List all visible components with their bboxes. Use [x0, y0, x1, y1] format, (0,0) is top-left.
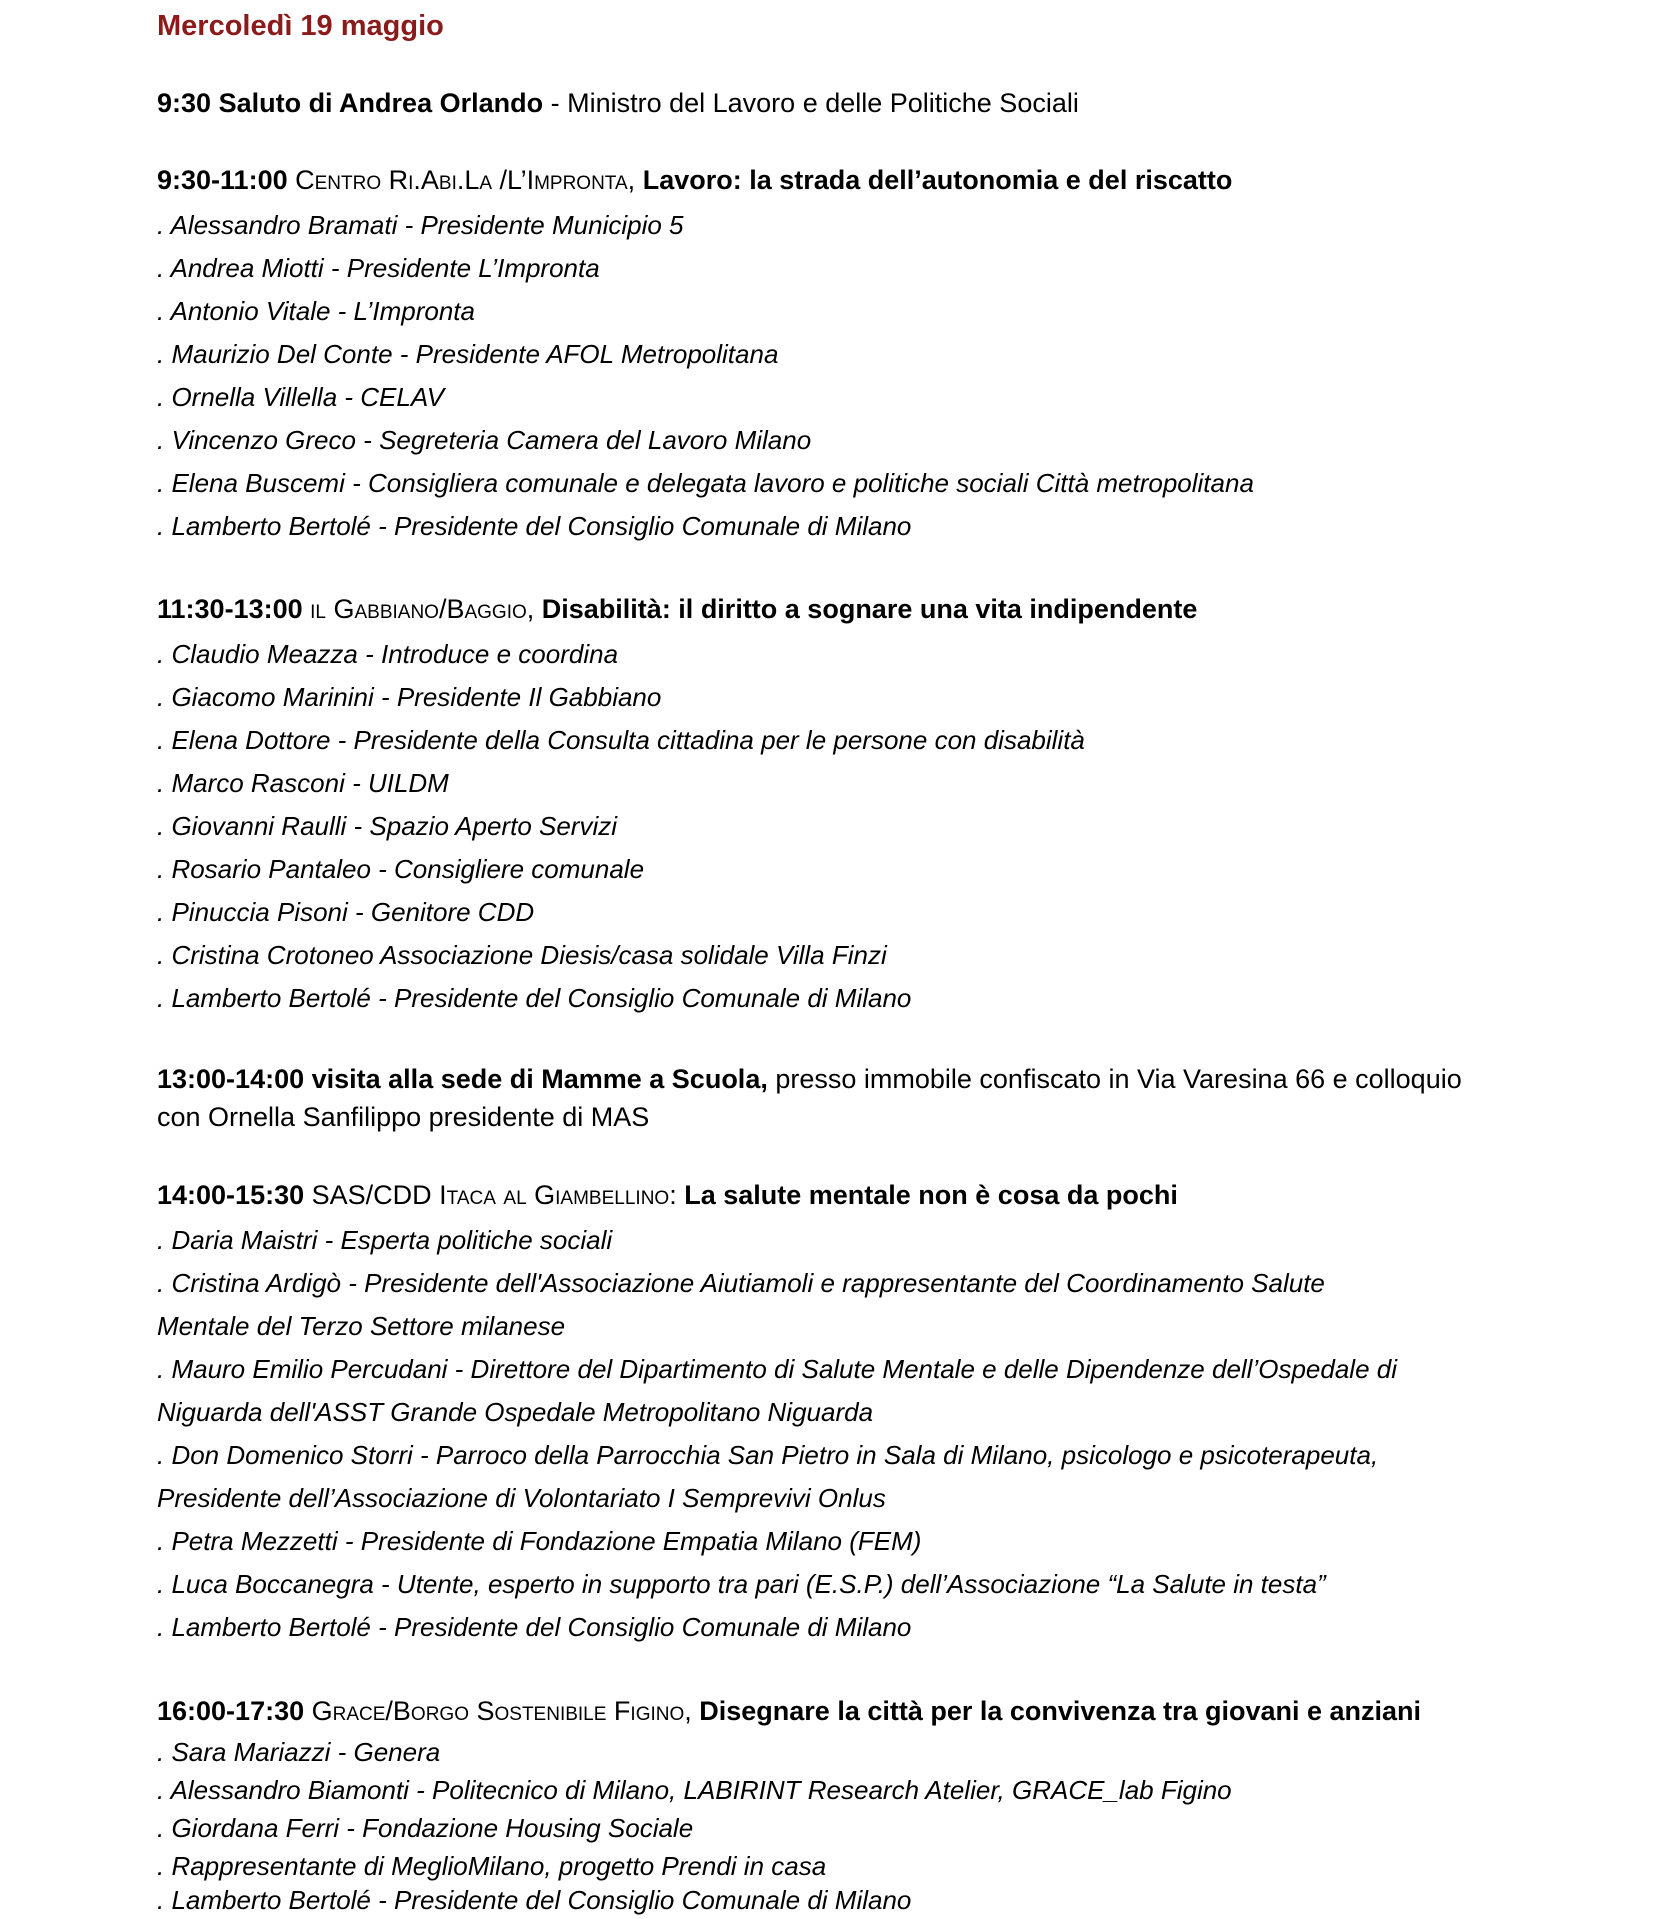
speaker-item: . Elena Dottore - Presidente della Consulta cittadina per le persone con disabilità: [157, 725, 1085, 755]
day-title: Mercoledì 19 maggio: [157, 10, 444, 42]
opening-detail: - Ministro del Lavoro e delle Politiche Sociali: [543, 88, 1079, 118]
session-time: 16:00-17:30: [157, 1696, 305, 1726]
speaker-item: . Antonio Vitale - L’Impronta: [157, 296, 475, 326]
speaker-item: . Don Domenico Storri - Parroco della Parrocchia San Pietro in Sala di Milano, psicologo e psicoterapeuta,: [157, 1440, 1379, 1470]
speaker-item: . Lamberto Bertolé - Presidente del Consiglio Comunale di Milano: [157, 511, 912, 541]
speaker-item: . Ornella Villella - CELAV: [157, 382, 445, 412]
speaker-item: . Alessandro Bramati - Presidente Municipio 5: [157, 210, 684, 240]
speaker-item: . Vincenzo Greco - Segreteria Camera del Lavoro Milano: [157, 425, 812, 455]
speaker-item: . Alessandro Biamonti - Politecnico di Milano, LABIRINT Research Atelier, GRACE_lab Figino: [157, 1775, 1232, 1805]
speaker-item: . Elena Buscemi - Consigliera comunale e delegata lavoro e politiche sociali Città metropolitana: [157, 468, 1254, 498]
speaker-item: . Maurizio Del Conte - Presidente AFOL Metropolitana: [157, 339, 779, 369]
session-venue: Centro Ri.Abi.La /L’Impronta,: [295, 165, 636, 195]
speaker-item: . Lamberto Bertolé - Presidente del Consiglio Comunale di Milano: [157, 1612, 912, 1642]
speaker-item-continued: Presidente dell’Associazione di Volontariato I Semprevivi Onlus: [157, 1483, 886, 1513]
visit-line: [157, 1062, 1462, 1096]
session-time: 14:00-15:30: [157, 1180, 305, 1210]
speaker-item: . Giovanni Raulli - Spazio Aperto Servizi: [157, 811, 618, 841]
speaker-item: . Marco Rasconi - UILDM: [157, 768, 449, 798]
speaker-item: . Giacomo Marinini - Presidente Il Gabbiano: [157, 682, 662, 712]
session-venue: il Gabbiano/Baggio,: [310, 594, 535, 624]
visit-detail-continued: con Ornella Sanfilippo presidente di MAS: [157, 1102, 650, 1132]
speaker-item: . Cristina Crotoneo Associazione Diesis/casa solidale Villa Finzi: [157, 940, 887, 970]
speaker-item: . Pinuccia Pisoni - Genitore CDD: [157, 897, 535, 927]
speaker-item: . Sara Mariazzi - Genera: [157, 1737, 441, 1767]
speaker-item: . Rappresentante di MeglioMilano, progetto Prendi in casa: [157, 1851, 827, 1881]
session-title: visita alla sede di Mamme a Scuola,: [311, 1064, 768, 1094]
session-venue: SAS/CDD Itaca al Giambellino:: [311, 1180, 677, 1210]
speaker-item: . Petra Mezzetti - Presidente di Fondazione Empatia Milano (FEM): [157, 1526, 922, 1556]
speaker-item-continued: Mentale del Terzo Settore milanese: [157, 1311, 566, 1341]
session-header: [157, 1694, 1421, 1728]
session-title: Disegnare la città per la convivenza tra giovani e anziani: [699, 1696, 1422, 1726]
speaker-item: . Giordana Ferri - Fondazione Housing Sociale: [157, 1813, 694, 1843]
opening-title: Saluto di Andrea Orlando: [218, 88, 544, 118]
speaker-item: . Lamberto Bertolé - Presidente del Consiglio Comunale di Milano: [157, 983, 912, 1013]
session-header: [157, 163, 1232, 197]
session-title: La salute mentale non è cosa da pochi: [684, 1180, 1178, 1210]
session-venue: Grace/Borgo Sostenibile Figino,: [311, 1696, 692, 1726]
session-title: Disabilità: il diritto a sognare una vita indipendente: [541, 594, 1198, 624]
speaker-item: . Luca Boccanegra - Utente, esperto in supporto tra pari (E.S.P.) dell’Associazione “La Salute in testa”: [157, 1569, 1326, 1599]
opening-time: 9:30: [157, 88, 212, 118]
opening-line: [157, 86, 1079, 120]
session-time: 13:00-14:00: [157, 1064, 305, 1094]
speaker-item: . Mauro Emilio Percudani - Direttore del Dipartimento di Salute Mentale e delle Dipendenze dell’Ospedale di: [157, 1354, 1397, 1384]
speaker-item: . Cristina Ardigò - Presidente dell'Associazione Aiutiamoli e rappresentante del Coordinamento Salute: [157, 1268, 1325, 1298]
visit-detail: presso immobile confiscato in Via Varesina 66 e colloquio: [767, 1064, 1462, 1094]
session-header: [157, 1178, 1178, 1212]
session-header: [157, 592, 1197, 626]
speaker-item: . Claudio Meazza - Introduce e coordina: [157, 639, 619, 669]
speaker-item: . Lamberto Bertolé - Presidente del Consiglio Comunale di Milano: [157, 1885, 912, 1915]
session-time: 11:30-13:00: [157, 594, 303, 624]
session-time: 9:30-11:00: [157, 165, 288, 195]
speaker-item: . Andrea Miotti - Presidente L’Impronta: [157, 253, 600, 283]
speaker-item-continued: Niguarda dell'ASST Grande Ospedale Metropolitano Niguarda: [157, 1397, 874, 1427]
speaker-item: . Daria Maistri - Esperta politiche sociali: [157, 1225, 613, 1255]
speaker-item: . Rosario Pantaleo - Consigliere comunale: [157, 854, 645, 884]
session-title: Lavoro: la strada dell’autonomia e del riscatto: [642, 165, 1233, 195]
